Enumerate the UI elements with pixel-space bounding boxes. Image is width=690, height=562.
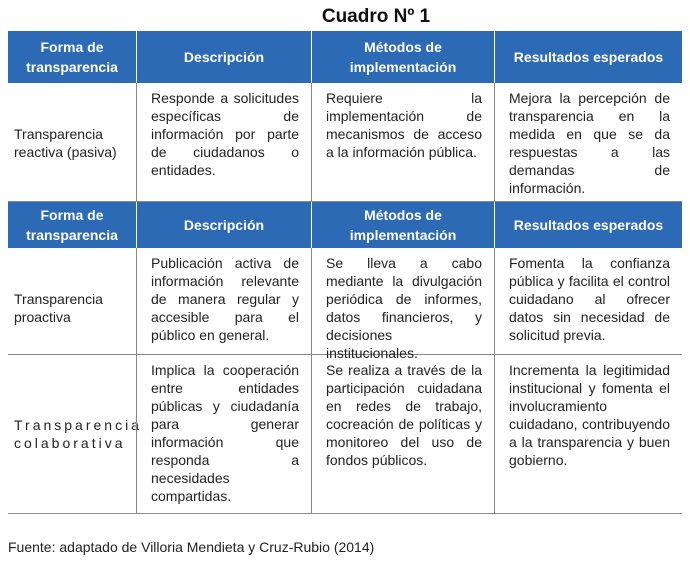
table-row <box>8 83 682 202</box>
row-results: Incrementa la legitimidad institucional y fomenta el involucramiento cuidadano, contribuyendo a la transparencia y buen gobierno. <box>494 355 682 513</box>
table-title: Cuadro Nº 1 <box>321 6 431 27</box>
row-methods: Requiere la implementación de mecanismos de acceso a la información pública. <box>311 83 494 203</box>
row-form: Transparencia colaborativa <box>14 417 142 451</box>
row-description: Implica la cooperación entre entidades públicas y ciudadanía para generar información que responda a necesidades compartidas. <box>136 355 311 513</box>
header-forma: Forma de transparencia <box>26 39 118 75</box>
header-resultados: Resultados esperados <box>494 202 682 248</box>
table-header-row-repeat <box>8 202 682 248</box>
header-descripcion: Descripción <box>136 202 311 248</box>
row-description: Publicación activa de información relevante de manera regular y accesible para el público en general. <box>136 248 311 368</box>
header-metodos: Métodos de implementación <box>311 31 494 83</box>
row-form: Transparencia proactiva <box>14 291 103 325</box>
row-methods: Se lleva a cabo mediante la divulgación periódica de informes, datos financieros, y decisiones institucionales. <box>311 248 494 368</box>
row-results: Fomenta la confianza pública y facilita el control cuidadano al ofrecer datos sin necesidad de solicitud previa. <box>494 248 682 368</box>
source-note: Fuente: adaptado de Villoria Mendieta y Cruz-Rubio (2014) <box>8 539 375 555</box>
header-metodos: Métodos de implementación <box>311 202 494 248</box>
table-header-row <box>8 31 682 83</box>
header-forma: Forma de transparencia <box>26 207 118 243</box>
row-form: Transparencia reactiva (pasiva) <box>14 126 117 160</box>
comparison-table <box>8 31 682 514</box>
row-results: Mejora la percepción de transparencia en la medida en que se da respuestas a las demandas de información. <box>494 83 682 203</box>
table-row <box>8 248 682 361</box>
row-methods: Se realiza a través de la participación cuidadana en redes de trabajo, cocreación de políticas y monitoreo del uso de fondos públicos. <box>311 355 494 513</box>
table-row <box>8 355 682 514</box>
row-description: Responde a solicitudes específicas de información por parte de ciudadanos o entidades. <box>136 83 311 203</box>
header-resultados: Resultados esperados <box>494 31 682 83</box>
header-descripcion: Descripción <box>136 31 311 83</box>
